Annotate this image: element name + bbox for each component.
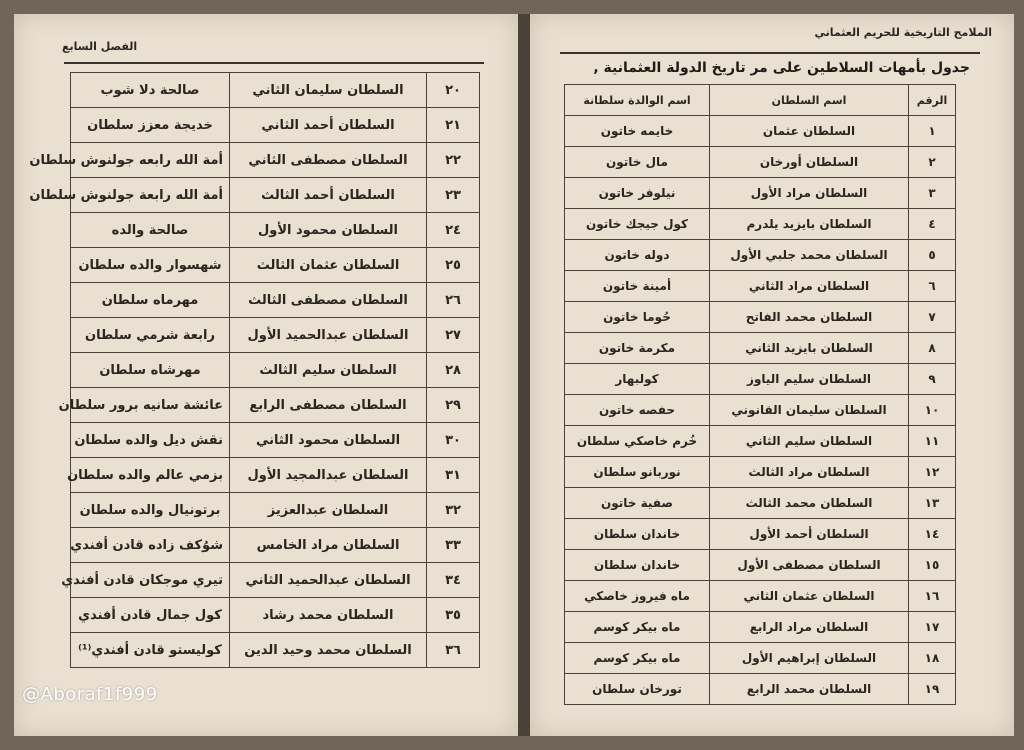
row-number: ١١ [909,426,956,457]
sultans-mothers-table [564,84,956,705]
table-row [565,333,956,364]
sultan-name: السلطان محمود الثاني [230,423,427,458]
row-number: ٣١ [427,458,480,493]
sultan-name: السلطان مصطفى الأول [710,550,909,581]
right-page [530,14,1014,736]
left-page-header: الفصل السابع [62,40,138,53]
row-number: ٢٣ [427,178,480,213]
mother-name: أمة الله رابعة جولنوش سلطان [71,178,230,213]
table-row [565,643,956,674]
sultan-name: السلطان عبدالحميد الثاني [230,563,427,598]
sultan-name: السلطان مصطفى الثالث [230,283,427,318]
sultan-name: السلطان أورخان [710,147,909,178]
mother-name: عائشة سانيه برور سلطان [71,388,230,423]
table-row [71,73,480,108]
table-row [565,147,956,178]
row-number: ١ [909,116,956,147]
sultan-name: السلطان عبدالحميد الأول [230,318,427,353]
row-number: ٣ [909,178,956,209]
table-row [565,488,956,519]
mother-name: برتونيال والده سلطان [71,493,230,528]
table-row [71,108,480,143]
mother-name: أمينة خاتون [565,271,710,302]
table-row [71,493,480,528]
table-row [71,283,480,318]
column-header-number: الرقم [909,85,956,116]
mother-name: خاندان سلطان [565,550,710,581]
row-number: ٢٩ [427,388,480,423]
watermark-handle: @Aboraf1f999 [22,684,158,705]
row-number: ١٨ [909,643,956,674]
book-gutter [518,14,530,736]
mother-name: كوليستو قادن أفندي⁽¹⁾ [71,633,230,668]
sultan-name: السلطان سليمان الثاني [230,73,427,108]
mother-name: رابعة شرمي سلطان [71,318,230,353]
row-number: ٢٠ [427,73,480,108]
mother-name: مهرماه سلطان [71,283,230,318]
sultan-name: السلطان محمد الرابع [710,674,909,705]
sultan-name: السلطان محمد الفاتح [710,302,909,333]
mother-name: كولبهار [565,364,710,395]
right-page-header-rule [560,52,980,54]
table-row [565,612,956,643]
mother-name: نقش ديل والده سلطان [71,423,230,458]
table-title: جدول بأمهات السلاطين على مر تاريخ الدولة العثمانية , [593,60,970,76]
table-row [565,395,956,426]
table-row [71,528,480,563]
mother-name: صالحة دلا شوب [71,73,230,108]
table-row [71,423,480,458]
table-row [565,271,956,302]
row-number: ١٢ [909,457,956,488]
table-row [71,318,480,353]
row-number: ٨ [909,333,956,364]
sultan-name: السلطان عثمان الثالث [230,248,427,283]
mother-name: خايمه خاتون [565,116,710,147]
mother-name: حفصه خاتون [565,395,710,426]
table-row [71,458,480,493]
row-number: ٣٥ [427,598,480,633]
mother-name: نوربانو سلطان [565,457,710,488]
row-number: ١٠ [909,395,956,426]
sultan-name: السلطان عثمان الثاني [710,581,909,612]
mother-name: شوُكف زاده قادن أفندي [71,528,230,563]
mother-name: مكرمة خاتون [565,333,710,364]
row-number: ٣٦ [427,633,480,668]
table-row [565,581,956,612]
sultans-mothers-table-continued [29,72,480,668]
table-row [565,364,956,395]
sultan-name: السلطان إبراهيم الأول [710,643,909,674]
header-row [565,85,956,116]
table-row [565,178,956,209]
table-row [565,457,956,488]
table-row [71,178,480,213]
sultan-name: السلطان مراد الثالث [710,457,909,488]
row-number: ٣٤ [427,563,480,598]
sultan-name: السلطان محمد رشاد [230,598,427,633]
table-row [71,633,480,668]
sultan-name: السلطان سليم الثاني [710,426,909,457]
row-number: ٩ [909,364,956,395]
table-row [71,248,480,283]
table-row [565,426,956,457]
row-number: ٢٨ [427,353,480,388]
row-number: ١٧ [909,612,956,643]
row-number: ١٩ [909,674,956,705]
mother-name: خاندان سلطان [565,519,710,550]
sultan-name: السلطان عبدالعزيز [230,493,427,528]
table-header [565,85,956,116]
mother-name: تيري موجكان قادن أفندي [71,563,230,598]
mother-name: بزمي عالم والده سلطان [71,458,230,493]
mother-name: مهرشاه سلطان [71,353,230,388]
table-row [565,519,956,550]
table-row [71,353,480,388]
sultan-name: السلطان سليم الياوز [710,364,909,395]
row-number: ٣٢ [427,493,480,528]
sultan-name: السلطان محمود الأول [230,213,427,248]
mother-name: نيلوفر خاتون [565,178,710,209]
row-number: ٥ [909,240,956,271]
mother-name: كول جمال قادن أفندي [71,598,230,633]
mother-name: صالحة والده [71,213,230,248]
sultan-name: السلطان أحمد الأول [710,519,909,550]
row-number: ٧ [909,302,956,333]
row-number: ١٤ [909,519,956,550]
table-row [71,213,480,248]
sultan-name: السلطان مراد الرابع [710,612,909,643]
column-header-sultan: اسم السلطان [710,85,909,116]
left-page [14,14,518,736]
row-number: ٦ [909,271,956,302]
sultan-name: السلطان محمد جلبي الأول [710,240,909,271]
row-number: ٢ [909,147,956,178]
mother-name: مال خاتون [565,147,710,178]
row-number: ١٣ [909,488,956,519]
row-number: ١٦ [909,581,956,612]
row-number: ٢٢ [427,143,480,178]
table-body [29,73,480,668]
row-number: ٤ [909,209,956,240]
left-page-header-rule [64,62,484,64]
sultan-name: السلطان مراد الأول [710,178,909,209]
sultan-name: السلطان بايزيد الثاني [710,333,909,364]
right-page-header: الملامح التاريخية للحريم العثماني [814,26,992,39]
row-number: ٢٥ [427,248,480,283]
row-number: ١٥ [909,550,956,581]
mother-name: شهسوار والده سلطان [71,248,230,283]
table-row [565,116,956,147]
mother-name: خُرم خاصكي سلطان [565,426,710,457]
sultan-name: السلطان سليمان القانوني [710,395,909,426]
sultan-name: السلطان أحمد الثالث [230,178,427,213]
sultan-name: السلطان مصطفى الرابع [230,388,427,423]
row-number: ٣٠ [427,423,480,458]
row-number: ٢٦ [427,283,480,318]
sultan-name: السلطان عثمان [710,116,909,147]
table-row [71,598,480,633]
table-row [71,143,480,178]
sultan-name: السلطان مصطفى الثاني [230,143,427,178]
mother-name: أمة الله رابعه جولنوش سلطان [71,143,230,178]
mother-name: حُوما خاتون [565,302,710,333]
sultan-name: السلطان مراد الثاني [710,271,909,302]
sultan-name: السلطان محمد الثالث [710,488,909,519]
mother-name: ماه فيروز خاصكي [565,581,710,612]
table-row [565,209,956,240]
sultan-name: السلطان مراد الخامس [230,528,427,563]
mother-name: ماه بيكر كوسم [565,643,710,674]
table-row [565,674,956,705]
mother-name: تورخان سلطان [565,674,710,705]
column-header-mother: اسم الوالدة سلطانة [565,85,710,116]
row-number: ٢٧ [427,318,480,353]
sultan-name: السلطان أحمد الثاني [230,108,427,143]
sultan-name: السلطان عبدالمجيد الأول [230,458,427,493]
mother-name: خديجة معزز سلطان [71,108,230,143]
table-row [565,302,956,333]
row-number: ٢٤ [427,213,480,248]
sultan-name: السلطان سليم الثالث [230,353,427,388]
mother-name: دوله خاتون [565,240,710,271]
mother-name: صفية خاتون [565,488,710,519]
row-number: ٣٣ [427,528,480,563]
table-row [565,550,956,581]
sultan-name: السلطان بايزيد يلدرم [710,209,909,240]
table-row [565,240,956,271]
sultan-name: السلطان محمد وحيد الدين [230,633,427,668]
table-row [71,563,480,598]
mother-name: ماه بيكر كوسم [565,612,710,643]
mother-name: كول جيجك خاتون [565,209,710,240]
table-row [71,388,480,423]
table-body [565,116,956,705]
row-number: ٢١ [427,108,480,143]
